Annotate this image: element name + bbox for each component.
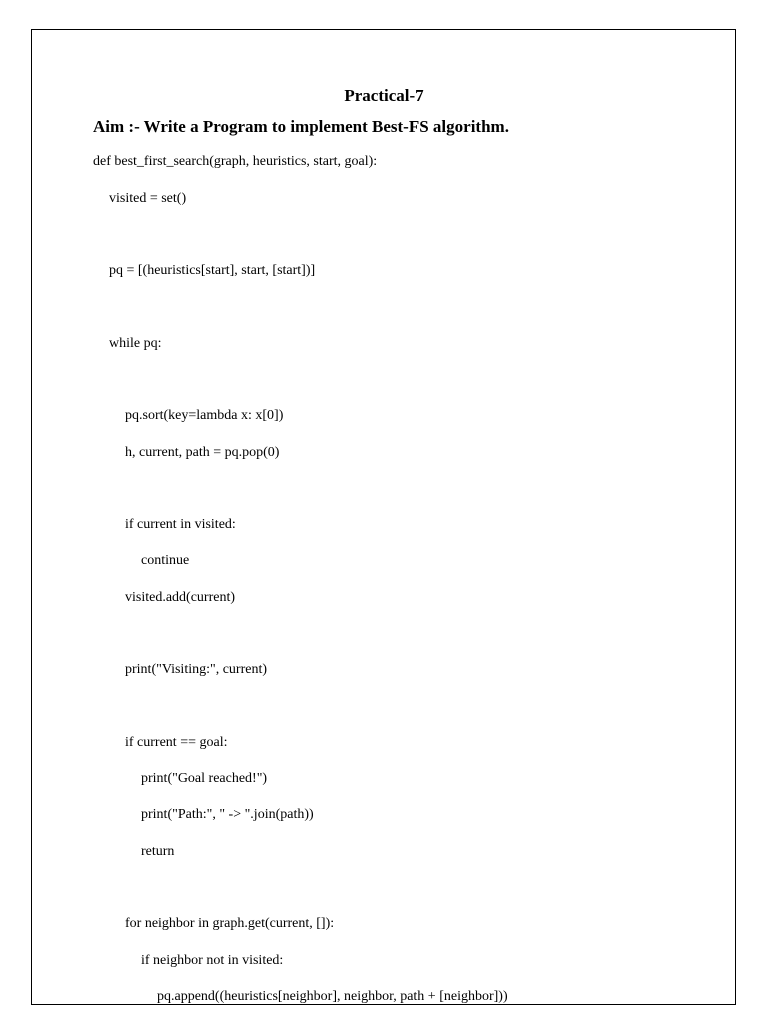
code-line-def: def best_first_search(graph, heuristics, start, goal): <box>93 154 378 169</box>
code-line-for: for neighbor in graph.get(current, []): <box>125 916 335 931</box>
code-line-print-goal: print("Goal reached!") <box>141 771 268 786</box>
code-line-if-neighbor: if neighbor not in visited: <box>141 953 284 968</box>
code-line-if-goal: if current == goal: <box>125 735 228 750</box>
code-line-while: while pq: <box>109 336 162 351</box>
code-line-print-visiting: print("Visiting:", current) <box>125 662 268 677</box>
code-line-add: visited.add(current) <box>125 590 236 605</box>
document-title: Practical-7 <box>344 86 424 105</box>
code-line-return: return <box>141 844 175 859</box>
code-line-print-path: print("Path:", " -> ".join(path)) <box>141 807 314 822</box>
code-line-append: pq.append((heuristics[neighbor], neighbor, path + [neighbor])) <box>157 989 508 1004</box>
code-line-continue: continue <box>141 553 190 568</box>
aim-heading: Aim :- Write a Program to implement Best-FS algorithm. <box>93 117 509 136</box>
code-line-pop: h, current, path = pq.pop(0) <box>125 445 280 460</box>
code-line-sort: pq.sort(key=lambda x: x[0]) <box>125 408 284 423</box>
code-line-if-visited: if current in visited: <box>125 517 236 532</box>
code-line-visited: visited = set() <box>109 191 187 206</box>
code-line-pq-init: pq = [(heuristics[start], start, [start])] <box>109 263 316 278</box>
